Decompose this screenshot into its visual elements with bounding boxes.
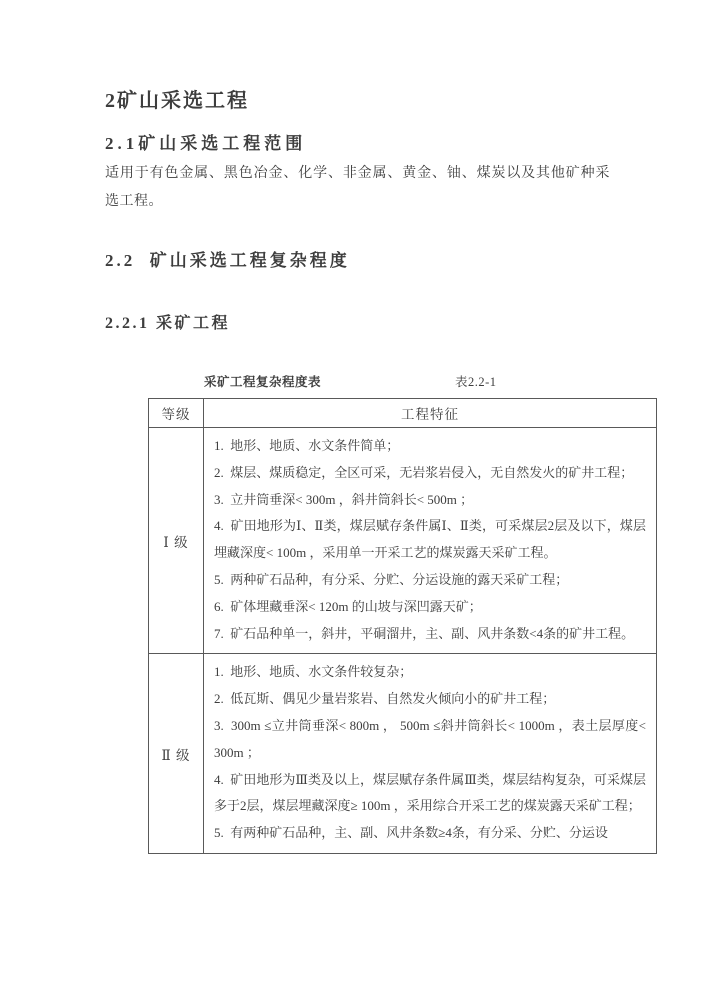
section-2-2-1-heading: 2.2.1 采矿工程 (105, 315, 231, 332)
section-2-1-heading: 2.1矿山采选工程范围 (105, 134, 307, 153)
feature-cell (204, 654, 657, 854)
feature-item: 6. 矿体埋藏垂深< 120m 的山坡与深凹露天矿； (214, 598, 482, 614)
page-title: 2矿山采选工程 (105, 90, 249, 112)
feature-item: 5. 两种矿石品种，有分采、分贮、分运设施的露天采矿工程； (214, 571, 569, 587)
section-2-1-body: 适用于有色金属、黑色冶金、化学、非金属、黄金、铀、煤炭以及其他矿种采选工程。 (105, 166, 610, 209)
table-row-grade-1 (149, 428, 657, 654)
column-header-feature: 工程特征 (204, 399, 657, 428)
column-header-grade: 等级 (149, 399, 204, 428)
feature-item: 1. 地形、地质、水文条件较复杂； (214, 664, 413, 680)
feature-item: 3. 300m ≤立井筒垂深< 800m ， 500m ≤斜井筒斜长< 1000m ，表土层厚度< 300m ； (214, 717, 650, 760)
table-row-grade-2 (149, 654, 657, 854)
mining-complexity-table (148, 398, 657, 854)
feature-item: 2. 低瓦斯、偶见少量岩浆岩、自然发火倾向小的矿井工程； (214, 691, 556, 707)
feature-item: 3. 立井筒垂深< 300m ，斜井筒斜长< 500m ； (214, 491, 474, 507)
feature-item: 2. 煤层、煤质稳定，全区可采，无岩浆岩侵入，无自然发火的矿井工程； (214, 464, 634, 480)
table-caption: 采矿工程复杂程度表 (204, 375, 322, 389)
feature-item: 4. 矿田地形为Ⅰ、Ⅱ类，煤层赋存条件属Ⅰ、Ⅱ类，可采煤层2层及以下，煤层埋藏深度< 100m ，采用单一开采工艺的煤炭露天采矿工程。 (214, 518, 646, 561)
table-header-row (149, 399, 657, 428)
feature-item: 7. 矿石品种单一，斜井，平硐溜井，主、副、风井条数<4条的矿井工程。 (214, 625, 635, 641)
section-2-2-heading: 2.2 矿山采选工程复杂程度 (105, 251, 350, 270)
feature-cell (204, 428, 657, 654)
grade-cell: Ⅱ 级 (149, 654, 204, 854)
table-number: 表2.2-1 (455, 375, 497, 389)
feature-item: 4. 矿田地形为Ⅲ类及以上，煤层赋存条件属Ⅲ类，煤层结构复杂，可采煤层多于2层，煤层埋藏深度≥ 100m ，采用综合开采工艺的煤炭露天采矿工程； (214, 771, 646, 814)
feature-item: 5. 有两种矿石品种，主、副、风井条数≥4条，有分采、分贮、分运设 (214, 825, 608, 841)
feature-item: 1. 地形、地质、水文条件简单； (214, 438, 400, 453)
grade-cell: Ⅰ 级 (149, 428, 204, 654)
